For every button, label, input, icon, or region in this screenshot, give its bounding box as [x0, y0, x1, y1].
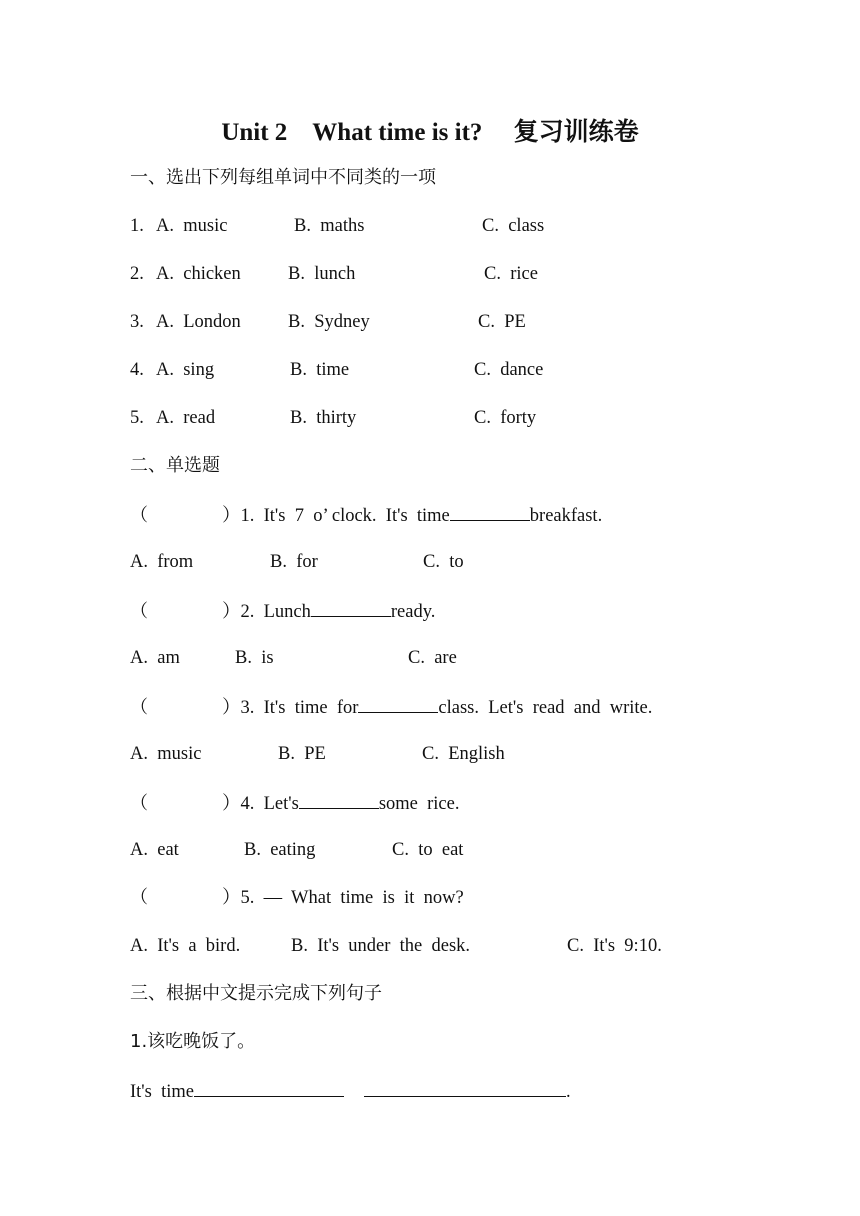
- section-3-heading: 三、根据中文提示完成下列句子: [130, 983, 382, 1004]
- option-b: B. thirty: [290, 408, 357, 428]
- option-b: B. time: [290, 360, 350, 380]
- fill-sentence-1: [130, 1078, 571, 1104]
- option-a: A. eat: [130, 840, 179, 860]
- option-a: A. chicken: [156, 264, 241, 284]
- answer-bracket-open: （: [130, 505, 148, 526]
- option-a: A. am: [130, 648, 180, 668]
- question-text: ）5. — What time is it now?: [222, 888, 464, 908]
- question-text-after: ready.: [390, 602, 436, 622]
- option-b: B. PE: [278, 744, 326, 764]
- item-number: 1.: [130, 216, 144, 236]
- question-text: ）2. Lunch: [222, 602, 311, 622]
- question-text: ）4. Let's: [222, 794, 299, 814]
- option-a: A. It's a bird.: [130, 936, 241, 956]
- option-c: C. forty: [474, 408, 537, 428]
- option-c: C. to eat: [392, 840, 464, 860]
- question-4: [130, 790, 459, 816]
- option-a: A. from: [130, 552, 194, 572]
- option-a: A. music: [156, 216, 228, 236]
- answer-blank[interactable]: [450, 502, 530, 521]
- option-c: C. rice: [484, 264, 538, 284]
- question-text-after: class. Let's read and write.: [438, 698, 653, 718]
- option-a: A. sing: [156, 360, 215, 380]
- question-1: [130, 502, 602, 528]
- option-a: A. read: [156, 408, 216, 428]
- option-b: B. It's under the desk.: [291, 936, 471, 956]
- option-c: C. English: [422, 744, 505, 764]
- option-b: B. is: [235, 648, 274, 668]
- question-text-after: some rice.: [378, 794, 460, 814]
- option-a: A. music: [130, 744, 202, 764]
- option-b: B. maths: [294, 216, 365, 236]
- option-b: B. lunch: [288, 264, 356, 284]
- option-c: C. PE: [478, 312, 526, 332]
- option-a: A. London: [156, 312, 241, 332]
- option-c: C. It's 9:10.: [567, 936, 662, 956]
- option-c: C. dance: [474, 360, 544, 380]
- item-number: 5.: [130, 408, 144, 428]
- sentence-prefix: It's time: [130, 1082, 194, 1102]
- option-c: C. to: [423, 552, 464, 572]
- item-number: 3.: [130, 312, 144, 332]
- answer-bracket-open: （: [130, 601, 148, 622]
- sentence-end: .: [565, 1082, 571, 1102]
- answer-blank[interactable]: [299, 790, 379, 809]
- question-2: [130, 598, 435, 624]
- option-b: B. for: [270, 552, 318, 572]
- option-b: B. Sydney: [288, 312, 370, 332]
- page-title: Unit 2 What time is it? 复习训练卷: [221, 119, 639, 146]
- section-1-heading: 一、选出下列每组单词中不同类的一项: [130, 167, 436, 188]
- option-b: B. eating: [244, 840, 316, 860]
- question-text: ）3. It's time for: [222, 698, 359, 718]
- answer-bracket-open: （: [130, 697, 148, 718]
- question-text: ）1. It's 7 o’ clock. It's time: [222, 506, 450, 526]
- answer-bracket-open: （: [130, 887, 148, 908]
- question-3: [130, 694, 652, 720]
- question-text-after: breakfast.: [529, 506, 603, 526]
- option-c: C. class: [482, 216, 545, 236]
- question-1-chinese: 1.该吃晚饭了。: [130, 1031, 256, 1052]
- answer-blank-2[interactable]: [364, 1078, 566, 1097]
- option-c: C. are: [408, 648, 457, 668]
- answer-blank-1[interactable]: [194, 1078, 344, 1097]
- answer-blank[interactable]: [311, 598, 391, 617]
- answer-bracket-open: （: [130, 793, 148, 814]
- item-number: 2.: [130, 264, 144, 284]
- item-number: 4.: [130, 360, 144, 380]
- answer-blank[interactable]: [358, 694, 438, 713]
- section-2-heading: 二、单选题: [130, 455, 220, 476]
- question-5: [130, 886, 464, 910]
